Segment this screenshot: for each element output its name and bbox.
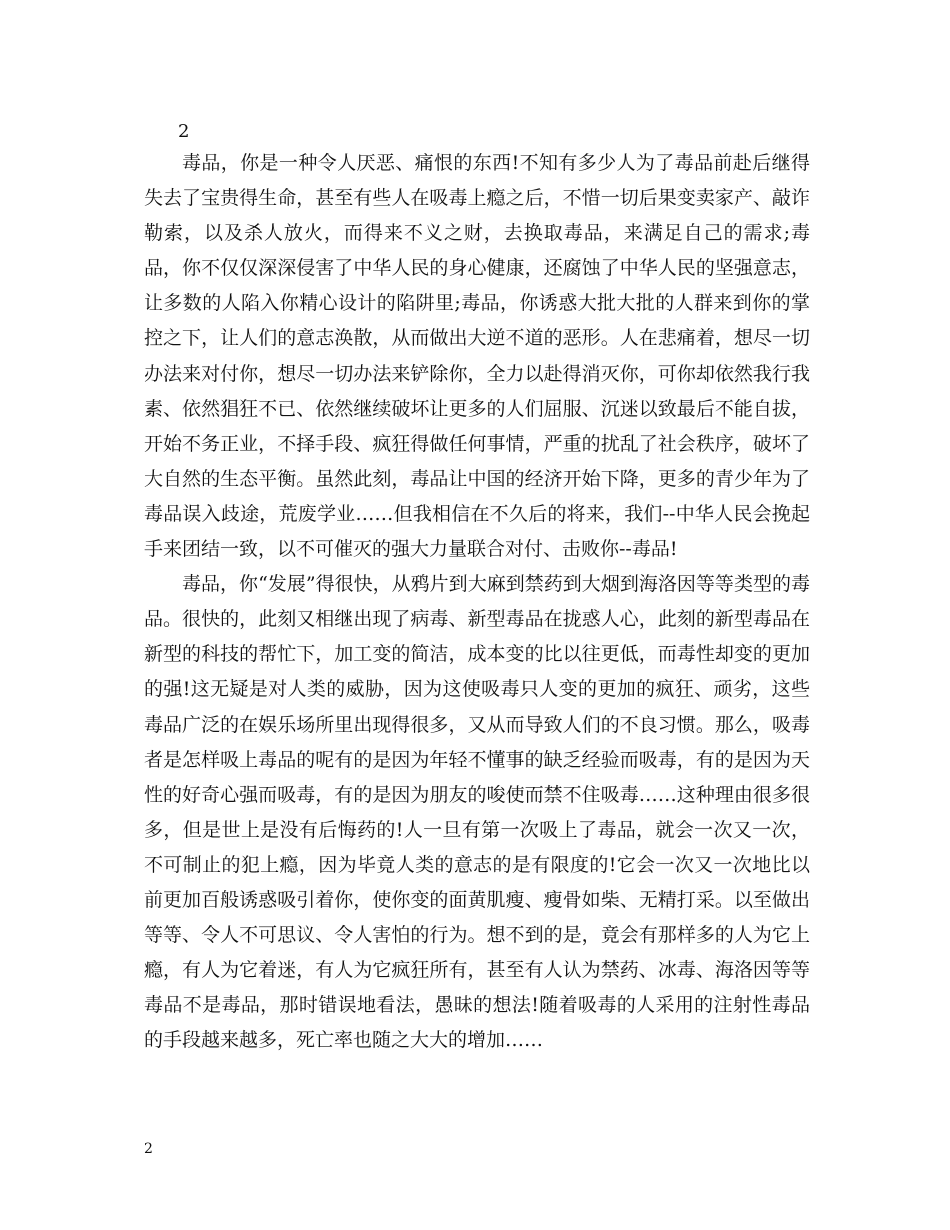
paragraph-1: 毒品，你是一种令人厌恶、痛恨的东西!不知有多少人为了毒品前赴后继得失去了宝贵得生命，甚至有些人在吸毒上瘾之后，不惜一切后果变卖家产、敲诈勒索，以及杀人放火，而得来不义之财，去换取毒品，来满足自己的需求;毒品，你不仅仅深深侵害了中华人民的身心健康，还腐蚀了中华人民的坚强意志，让多数的人陷入你精心设计的陷阱里;毒品，你诱惑大批大批的人群来到你的掌控之下，让人们的意志涣散，从而做出大逆不道的恶形。人在悲痛着，想尽一切办法来对付你，想尽一切办法来铲除你，全力以赴得消灭你，可你却依然我行我素、依然猖狂不已、依然继续破坏让更多的人们屈服、沉迷以致最后不能自拔，开始不务正业，不择手段、疯狂得做任何事情，严重的扰乱了社会秩序，破坏了大自然的生态平衡。虽然此刻，毒品让中国的经济开始下降，更多的青少年为了毒品误入歧途，荒废学业……但我相信在不久后的将来，我们--中华人民会挽起手来团结一致，以不可催灭的强大力量联合对付、击败你--毒品! xyxy=(144,152,810,561)
body-text xyxy=(144,146,810,1058)
section-number: 2 xyxy=(178,121,190,142)
footer-page-number: 2 xyxy=(144,1141,153,1157)
paragraph-2: 毒品，你“发展”得很快，从鸦片到大麻到禁药到大烟到海洛因等等类型的毒品。很快的，此刻又相继出现了病毒、新型毒品在拢惑人心，此刻的新型毒品在新型的科技的帮忙下，加工变的简洁，成本变的比以往更低，而毒性却变的更加的强!这无疑是对人类的威胁，因为这使吸毒只人变的更加的疯狂、顽劣，这些毒品广泛的在娱乐场所里出现得很多，又从而导致人们的不良习惯。那么，吸毒者是怎样吸上毒品的呢有的是因为年轻不懂事的缺乏经验而吸毒，有的是因为天性的好奇心强而吸毒，有的是因为朋友的唆使而禁不住吸毒……这种理由很多很多，但是世上是没有后悔药的!人一旦有第一次吸上了毒品，就会一次又一次，不可制止的犯上瘾，因为毕竟人类的意志的是有限度的!它会一次又一次地比以前更加百般诱惑吸引着你，使你变的面黄肌瘦、瘦骨如柴、无精打采。以至做出等等、令人不可思议、令人害怕的行为。想不到的是，竟会有那样多的人为它上瘾，有人为它着迷，有人为它疯狂所有，甚至有人认为禁药、冰毒、海洛因等等毒品不是毒品，那时错误地看法，愚昧的想法!随着吸毒的人采用的注射性毒品的手段越来越多，死亡率也随之大大的增加…… xyxy=(144,573,810,1052)
